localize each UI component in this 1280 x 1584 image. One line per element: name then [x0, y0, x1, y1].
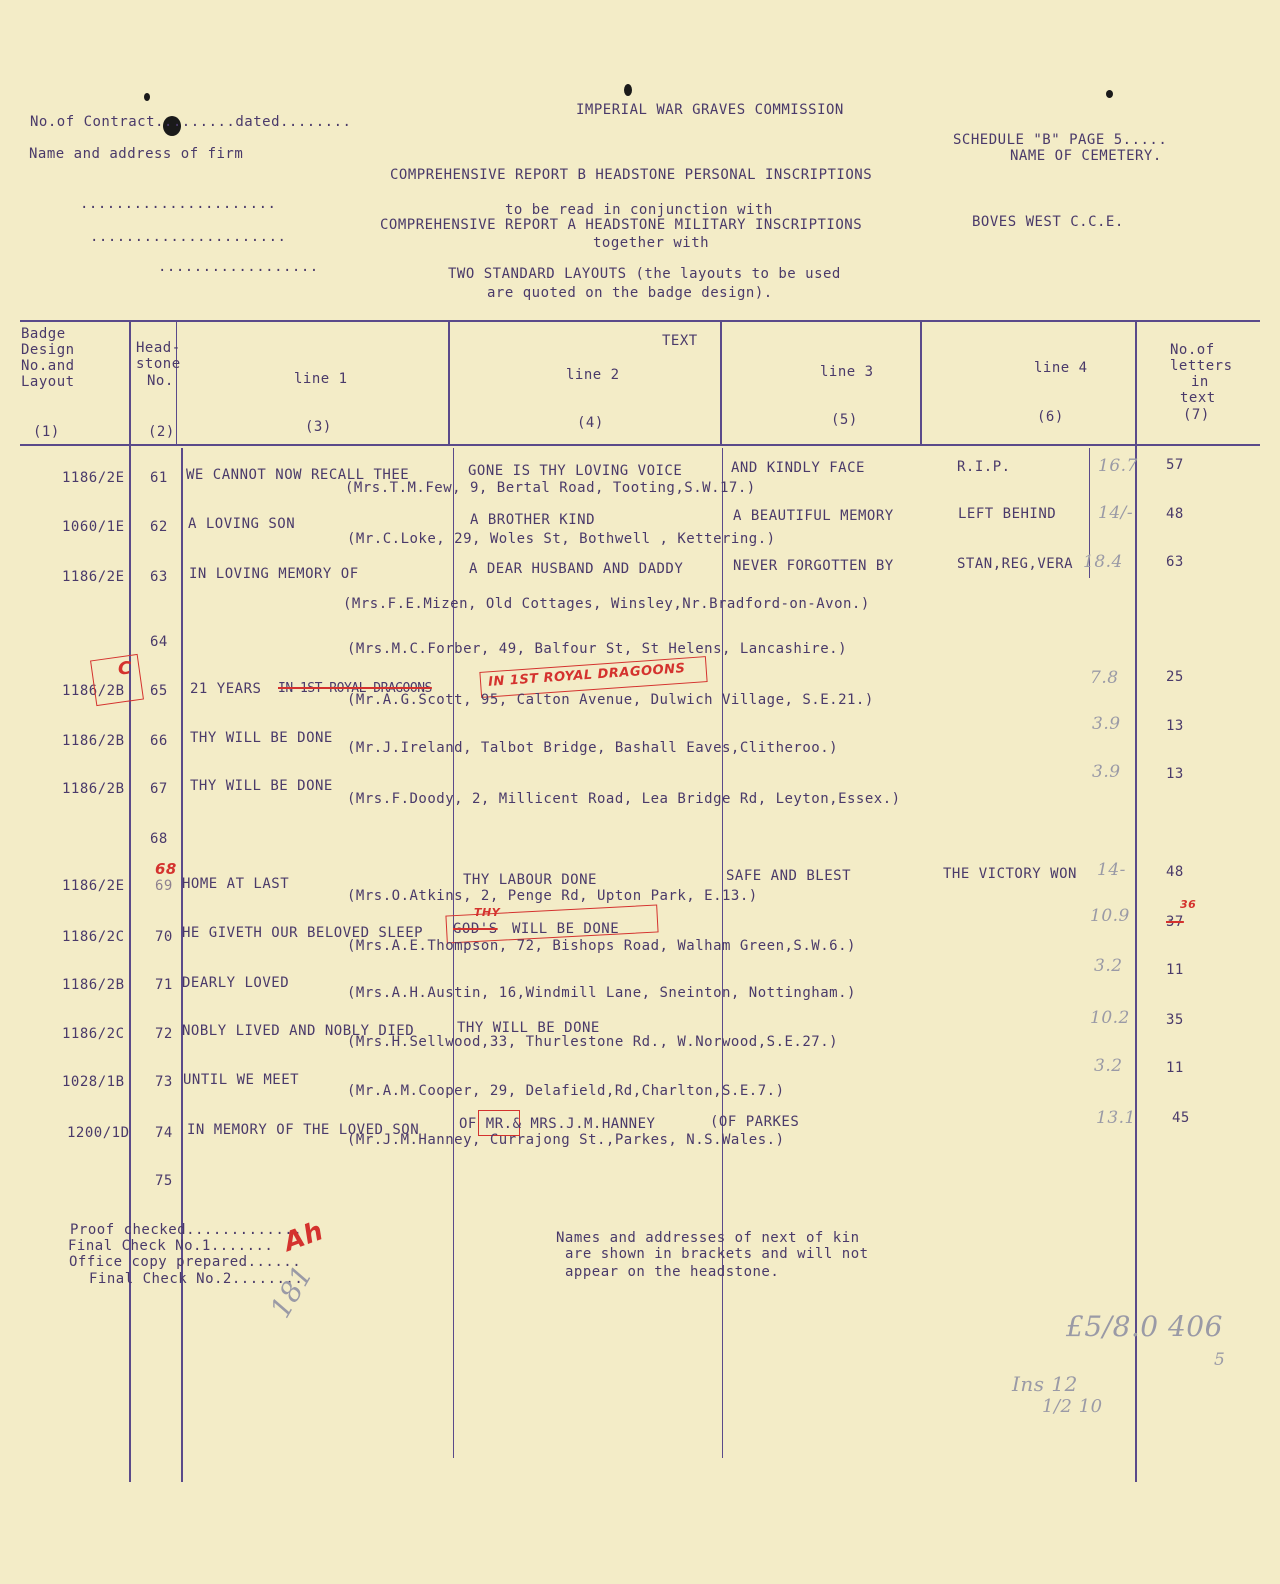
col-divider [129, 322, 131, 1482]
row-65-count: 25 [1166, 669, 1184, 685]
row-63-line3: NEVER FORGOTTEN BY [733, 558, 894, 574]
cemetery-label: NAME OF CEMETERY. [1010, 148, 1162, 164]
row-69-badge: 1186/2E [62, 878, 125, 894]
row-61-pencil: 16.7 [1098, 456, 1138, 476]
firm-dots-1: ...................... [80, 196, 277, 212]
row-70-line2: WILL BE DONE [512, 921, 620, 937]
pencil-sum: £5/8.0 406 [1066, 1310, 1223, 1343]
row-71-pencil: 3.2 [1094, 956, 1123, 976]
row-70-line2-struck: GOD'S [453, 921, 498, 937]
row-71-number: 71 [155, 977, 173, 993]
row-63-pencil: 18.4 [1083, 552, 1123, 572]
row-70-line2-correction: THY [474, 906, 501, 919]
row-62-number: 62 [150, 519, 168, 535]
col7-header-3: in [1191, 374, 1209, 390]
row-61-line2: GONE IS THY LOVING VOICE [468, 463, 683, 479]
row-74-number: 74 [155, 1125, 173, 1141]
row-67-count: 13 [1166, 766, 1184, 782]
pencil-fraction: 1/2 10 [1042, 1396, 1103, 1417]
col1-header-2: Design [21, 342, 75, 358]
table-top-rule [20, 320, 1260, 322]
row-65-line1: 21 YEARS [190, 681, 262, 697]
office-copy: Office copy prepared...... [69, 1254, 302, 1270]
final-check-2: Final Check No.2........ [89, 1271, 304, 1287]
together-with: together with [593, 235, 710, 251]
badge-correction-box [90, 654, 144, 706]
line1-number: (3) [305, 419, 332, 435]
row-74-kin: (Mr.J.M.Hanney, Currajong St.,Parkes, N.S.Wales.) [347, 1132, 785, 1148]
row-62-kin: (Mr.C.Loke, 29, Woles St, Bothwell , Kettering.) [347, 531, 776, 547]
line4-header: line 4 [1034, 360, 1088, 376]
line3-header: line 3 [820, 364, 874, 380]
row-71-line1: DEARLY LOVED [182, 975, 290, 991]
col-divider [720, 322, 722, 446]
row-73-badge: 1028/1B [62, 1074, 125, 1090]
note-line-1: Names and addresses of next of kin [556, 1230, 860, 1246]
row-74-pencil: 13.1 [1096, 1108, 1136, 1128]
row-61-count: 57 [1166, 457, 1184, 473]
row-67-pencil: 3.9 [1092, 762, 1121, 782]
row-69-number-correction: 68 [155, 860, 177, 878]
schedule-label: SCHEDULE "B" PAGE 5..... [953, 132, 1168, 148]
col7-header-1: No.of [1170, 342, 1215, 358]
row-70-badge: 1186/2C [62, 929, 125, 945]
row-73-number: 73 [155, 1074, 173, 1090]
row-71-count: 11 [1166, 962, 1184, 978]
report-title: COMPREHENSIVE REPORT B HEADSTONE PERSONAL INSCRIPTIONS [390, 167, 873, 183]
row-66-pencil: 3.9 [1092, 714, 1121, 734]
firm-dots-3: .................. [158, 259, 319, 275]
row-62-pencil: 14/- [1098, 503, 1134, 523]
ink-blot [144, 93, 150, 101]
row-69-count: 48 [1166, 864, 1184, 880]
row-74-line2: OF MR.& MRS.J.M.HANNEY [459, 1116, 656, 1132]
col-divider [1135, 322, 1137, 1482]
row-63-line4: STAN,REG,VERA [957, 556, 1074, 572]
row-63-line1: IN LOVING MEMORY OF [189, 566, 359, 582]
row-63-kin: (Mrs.F.E.Mizen, Old Cottages, Winsley,Nr.Bradford-on-Avon.) [343, 596, 870, 612]
row-73-line1: UNTIL WE MEET [183, 1072, 300, 1088]
col2-header-3: No. [147, 373, 174, 389]
row-72-line2: THY WILL BE DONE [457, 1020, 600, 1036]
row-65-pencil: 7.8 [1090, 668, 1119, 688]
text-header: TEXT [662, 333, 698, 349]
ink-blot [1106, 90, 1113, 98]
col1-header-1: Badge [21, 326, 66, 342]
row-72-badge: 1186/2C [62, 1026, 125, 1042]
row-73-count: 11 [1166, 1060, 1184, 1076]
layouts-line-1: TWO STANDARD LAYOUTS (the layouts to be used [448, 266, 841, 282]
row-69-kin: (Mrs.O.Atkins, 2, Penge Rd, Upton Park, E.13.) [347, 888, 758, 904]
row-72-line1: NOBLY LIVED AND NOBLY DIED [182, 1023, 415, 1039]
row-69-pencil: 14- [1097, 860, 1126, 880]
row-63-number: 63 [150, 569, 168, 585]
row-70-number: 70 [155, 929, 173, 945]
row-62-line3: A BEAUTIFUL MEMORY [733, 508, 894, 524]
col-divider [181, 448, 183, 1482]
row-69-line4: THE VICTORY WON [943, 866, 1077, 882]
row-65-line1-correction: IN 1ST ROYAL DRAGOONS [487, 661, 686, 690]
row-70-count-correction: 36 [1180, 898, 1197, 911]
table-header-rule [20, 444, 1260, 446]
firm-label: Name and address of firm [29, 146, 244, 162]
row-70-line1: HE GIVETH OUR BELOVED SLEEP [182, 925, 424, 941]
read-with: to be read in conjunction with [505, 202, 773, 218]
row-73-pencil: 3.2 [1094, 1056, 1123, 1076]
row-70-kin: (Mrs.A.E.Thompson, 72, Bishops Road, Walham Green,S.W.6.) [347, 938, 856, 954]
row-74-badge: 1200/1D [67, 1125, 130, 1141]
row-66-line1: THY WILL BE DONE [190, 730, 333, 746]
checker-initials: Ah [280, 1216, 328, 1258]
row-65-kin: (Mr.A.G.Scott, 95, Calton Avenue, Dulwich Village, S.E.21.) [347, 692, 874, 708]
row-72-pencil: 10.2 [1090, 1008, 1130, 1028]
row-66-badge: 1186/2B [62, 733, 125, 749]
pencil-ins: Ins 12 [1012, 1372, 1078, 1396]
commission-name: IMPERIAL WAR GRAVES COMMISSION [576, 102, 844, 118]
ink-blot [624, 84, 632, 96]
line3-number: (5) [831, 412, 858, 428]
row-63-badge: 1186/2E [62, 569, 125, 585]
line2-number: (4) [577, 415, 604, 431]
col2-number: (2) [148, 424, 175, 440]
firm-dots-2: ...................... [90, 229, 287, 245]
row-66-count: 13 [1166, 718, 1184, 734]
row-61-badge: 1186/2E [62, 470, 125, 486]
row-61-line4: R.I.P. [957, 459, 1011, 475]
col7-header-4: text [1180, 390, 1216, 406]
contract-line: No.of Contract.........dated........ [30, 114, 352, 130]
row-62-count: 48 [1166, 506, 1184, 522]
row-69-line2: THY LABOUR DONE [463, 872, 597, 888]
row-72-count: 35 [1166, 1012, 1184, 1028]
row-73-kin: (Mr.A.M.Cooper, 29, Delafield,Rd,Charlton,S.E.7.) [347, 1083, 785, 1099]
row-61-number: 61 [150, 470, 168, 486]
row-67-kin: (Mrs.F.Doody, 2, Millicent Road, Lea Bridge Rd, Leyton,Essex.) [347, 791, 901, 807]
row-63-line2: A DEAR HUSBAND AND DADDY [469, 561, 684, 577]
col7-header-2: letters [1170, 358, 1233, 374]
row-65-badge: 1186/2B [62, 683, 125, 699]
col1-number: (1) [33, 424, 60, 440]
report-a: COMPREHENSIVE REPORT A HEADSTONE MILITARY INSCRIPTIONS [380, 217, 863, 233]
col7-number: (7) [1183, 407, 1210, 423]
row-68-number: 68 [150, 831, 168, 847]
row-66-number: 66 [150, 733, 168, 749]
row-74-count: 45 [1172, 1110, 1190, 1126]
row-61-line3: AND KINDLY FACE [731, 460, 865, 476]
row-72-kin: (Mrs.H.Sellwood,33, Thurlestone Rd., W.Norwood,S.E.27.) [347, 1034, 839, 1050]
row-70-count: 37 [1166, 914, 1184, 930]
row-71-badge: 1186/2B [62, 977, 125, 993]
layouts-line-2: are quoted on the badge design). [487, 285, 773, 301]
line1-header: line 1 [294, 371, 348, 387]
row-65-number: 65 [150, 683, 168, 699]
line4-number: (6) [1037, 409, 1064, 425]
cemetery-name: BOVES WEST C.C.E. [972, 214, 1124, 230]
row-65-badge-correction: C [118, 658, 132, 679]
row-61-kin: (Mrs.T.M.Few, 9, Bertal Road, Tooting,S.W.17.) [345, 480, 756, 496]
row-74-line3: (OF PARKES [710, 1114, 800, 1130]
row-69-line1: HOME AT LAST [182, 876, 290, 892]
col2-header-1: Head- [136, 340, 181, 356]
row-64-kin: (Mrs.M.C.Forber, 49, Balfour St, St Helens, Lancashire.) [347, 641, 848, 657]
row-71-kin: (Mrs.A.H.Austin, 16,Windmill Lane, Sneinton, Nottingham.) [347, 985, 856, 1001]
row-66-kin: (Mr.J.Ireland, Talbot Bridge, Bashall Eaves,Clitheroo.) [347, 740, 839, 756]
row-62-line4: LEFT BEHIND [958, 506, 1057, 522]
row-63-count: 63 [1166, 554, 1184, 570]
col1-header-4: Layout [21, 374, 75, 390]
col2-header-2: stone [136, 356, 181, 372]
row-64-number: 64 [150, 634, 168, 650]
row-67-line1: THY WILL BE DONE [190, 778, 333, 794]
row-61-line1: WE CANNOT NOW RECALL THEE [186, 467, 410, 483]
note-line-3: appear on the headstone. [565, 1264, 780, 1280]
row-74-line1: IN MEMORY OF THE LOVED SON [187, 1122, 420, 1138]
pencil-sum-2: 5 [1214, 1350, 1226, 1370]
row-62-line1: A LOVING SON [188, 516, 296, 532]
final-check-1: Final Check No.1....... [68, 1238, 274, 1254]
row-67-badge: 1186/2B [62, 781, 125, 797]
line2-header: line 2 [566, 367, 620, 383]
row-72-number: 72 [155, 1026, 173, 1042]
proof-checked: Proof checked............. [70, 1222, 303, 1238]
note-line-2: are shown in brackets and will not [565, 1246, 869, 1262]
col1-header-3: No.and [21, 358, 75, 374]
row-62-line2: A BROTHER KIND [470, 512, 596, 528]
pencil-note: 181 [263, 1259, 320, 1324]
row-69-line3: SAFE AND BLEST [726, 868, 852, 884]
row-75-number: 75 [155, 1173, 173, 1189]
col-divider [920, 322, 922, 446]
row-62-badge: 1060/1E [62, 519, 125, 535]
col-divider [448, 322, 450, 446]
row-69-number: 69 [155, 878, 173, 894]
row-67-number: 67 [150, 781, 168, 797]
row-70-pencil: 10.9 [1090, 906, 1130, 926]
row-65-line1-struck: IN 1ST ROYAL DRAGOONS [278, 681, 432, 696]
